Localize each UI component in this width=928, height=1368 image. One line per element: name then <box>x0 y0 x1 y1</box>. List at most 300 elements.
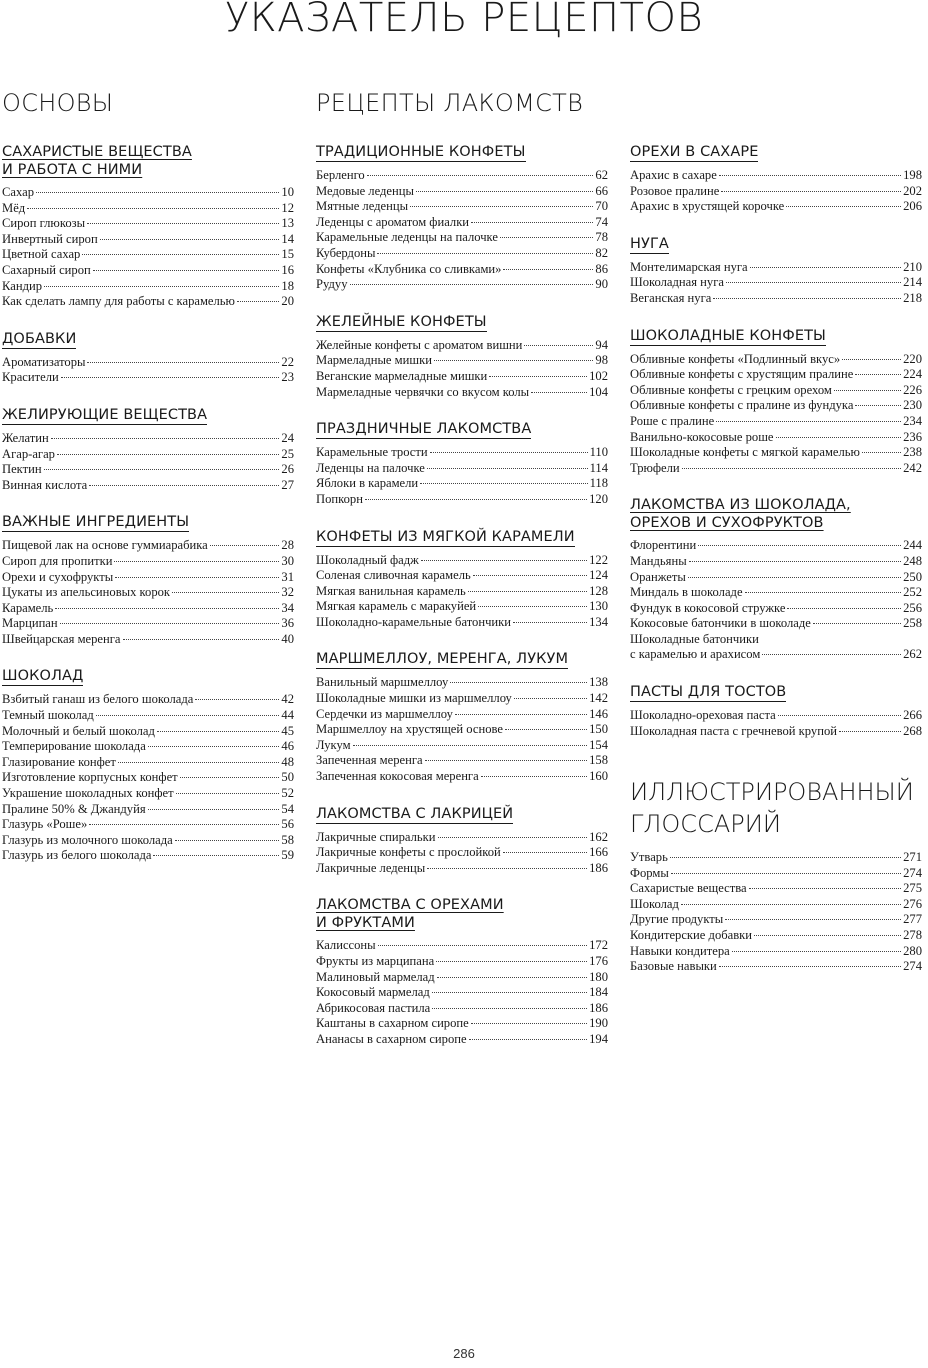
index-section <box>2 513 294 647</box>
dot-leader <box>432 1008 587 1009</box>
dot-leader <box>36 192 279 193</box>
entry-page-number: 14 <box>281 231 294 246</box>
entry-title: Ванильно-кокосовые роше <box>630 429 774 444</box>
dot-leader <box>437 977 587 978</box>
entry-page-number: 25 <box>281 446 294 461</box>
entry-title: Орехи и сухофрукты <box>2 569 114 584</box>
entry-title: Мандьяны <box>630 553 687 568</box>
dot-leader <box>114 561 279 562</box>
dot-leader <box>432 992 587 993</box>
glossary-list <box>630 850 922 975</box>
entry-page-number: 58 <box>281 832 294 847</box>
entry-page-number: 274 <box>903 865 922 880</box>
index-entry <box>316 584 608 600</box>
dot-leader <box>353 745 588 746</box>
entry-page-number: 138 <box>589 675 608 690</box>
dot-leader <box>82 254 279 255</box>
index-entry <box>2 601 294 617</box>
entry-page-number: 44 <box>281 708 294 723</box>
entry-title: Кокосовые батончики в шоколаде <box>630 616 811 631</box>
section-heading <box>316 143 608 162</box>
dot-leader <box>87 223 279 224</box>
section-heading-line: ШОКОЛАДНЫЕ КОНФЕТЫ <box>630 327 826 344</box>
entry-page-number: 238 <box>903 445 922 460</box>
entry-title: Арахис в сахаре <box>630 168 717 182</box>
dot-leader <box>436 961 587 962</box>
index-section <box>2 330 294 386</box>
part-title-glossary <box>630 776 922 840</box>
index-section <box>630 235 922 307</box>
entry-page-number: 194 <box>589 1031 608 1046</box>
dot-leader <box>93 270 280 271</box>
index-entry <box>630 352 922 368</box>
index-section <box>316 143 608 293</box>
index-entry <box>630 944 922 960</box>
dot-leader <box>157 731 279 732</box>
dot-leader <box>237 301 279 302</box>
section-heading-line: И ФРУКТАМИ <box>316 915 415 932</box>
entry-page-number: 180 <box>589 969 608 984</box>
entry-page-number: 59 <box>281 848 294 863</box>
entry-page-number: 244 <box>903 538 922 553</box>
index-entry <box>316 492 608 508</box>
entry-title: Марципан <box>2 616 58 631</box>
index-entry <box>630 850 922 866</box>
section-heading-line: ОРЕХИ В САХАРЕ <box>630 144 759 160</box>
index-section <box>316 805 608 877</box>
dot-leader <box>100 239 280 240</box>
entry-title: Сахар <box>2 185 35 199</box>
entry-page-number: 198 <box>903 168 922 182</box>
entry-title: Кондитерские добавки <box>630 927 753 942</box>
dot-leader <box>118 762 280 763</box>
index-entry <box>316 184 608 200</box>
index-entry <box>316 215 608 231</box>
index-entry <box>316 476 608 492</box>
index-entry <box>316 954 608 970</box>
entry-title: Лукум <box>316 737 351 752</box>
entry-page-number: 226 <box>903 382 922 397</box>
entry-title: Арахис в хрустящей корочке <box>630 199 785 214</box>
index-entry <box>316 1016 608 1032</box>
index-entry <box>316 338 608 354</box>
entry-page-number: 206 <box>903 199 922 214</box>
index-entry <box>2 833 294 849</box>
section-heading-line: ЛАКОМСТВА С ОРЕХАМИ <box>316 897 504 914</box>
dot-leader <box>745 592 902 593</box>
glossary-section <box>630 776 922 975</box>
section-heading-line: КОНФЕТЫ ИЗ МЯГКОЙ КАРАМЕЛИ <box>316 528 575 545</box>
entry-title: Лакричные леденцы <box>316 860 426 875</box>
entry-title: Яблоки в карамели <box>316 476 419 491</box>
dot-leader <box>427 868 587 869</box>
index-entry <box>316 445 608 461</box>
dot-leader <box>514 698 587 699</box>
entry-title: Глазурь из молочного шоколада <box>2 832 173 847</box>
entry-page-number: 23 <box>281 370 294 385</box>
entry-title: Мёд <box>2 200 26 215</box>
entry-title: Рудуу <box>316 277 348 292</box>
entry-page-number: 130 <box>589 599 608 614</box>
dot-leader <box>60 623 280 624</box>
entry-list <box>316 168 608 293</box>
column-treats-continued <box>630 143 922 759</box>
entry-title: Цветной сахар <box>2 247 81 262</box>
entry-list <box>630 538 922 663</box>
dot-leader <box>719 966 901 967</box>
entry-page-number: 28 <box>281 538 294 553</box>
entry-page-number: 74 <box>595 214 608 229</box>
entry-page-number: 248 <box>903 553 922 568</box>
dot-leader <box>44 286 279 287</box>
index-entry <box>2 802 294 818</box>
dot-leader <box>786 206 901 207</box>
dot-leader <box>713 298 901 299</box>
entry-page-number: 274 <box>903 959 922 974</box>
glossary-title-line: ИЛЛЮСТРИРОВАННЫЙ <box>630 778 914 806</box>
entry-page-number: 124 <box>589 568 608 583</box>
entry-list <box>316 675 608 784</box>
section-heading-line: ВАЖНЫЕ ИНГРЕДИЕНТЫ <box>2 514 190 531</box>
entry-list <box>630 168 922 215</box>
index-entry <box>2 355 294 371</box>
entry-page-number: 218 <box>903 290 922 305</box>
dot-leader <box>682 468 901 469</box>
index-entry <box>316 553 608 569</box>
page-title: УКАЗАТЕЛЬ РЕЦЕПТОВ <box>224 0 704 41</box>
entry-title: Мягкая карамель с маракуйей <box>316 599 477 614</box>
section-heading-line: НУГА <box>630 235 669 252</box>
entry-list <box>630 708 922 739</box>
entry-page-number: 186 <box>589 860 608 875</box>
dot-leader <box>473 575 587 576</box>
entry-title: Украшение шоколадных конфет <box>2 786 174 801</box>
index-entry <box>316 168 608 184</box>
entry-page-number: 256 <box>903 600 922 615</box>
index-entry <box>316 277 608 293</box>
section-heading-line: ЖЕЛЕЙНЫЕ КОНФЕТЫ <box>316 313 487 330</box>
entry-page-number: 27 <box>281 477 294 492</box>
entry-title: Ананасы в сахарном сиропе <box>316 1031 467 1046</box>
entry-title: Калиссоны <box>316 938 376 953</box>
dot-leader <box>778 715 901 716</box>
section-heading-line: И РАБОТА С НИМИ <box>2 162 143 178</box>
index-entry <box>630 585 922 601</box>
index-entry <box>316 753 608 769</box>
dot-leader <box>776 437 902 438</box>
entry-page-number: 26 <box>281 462 294 477</box>
dot-leader <box>855 374 901 375</box>
entry-page-number: 104 <box>589 384 608 399</box>
page-number: 286 <box>453 1346 475 1361</box>
index-entry <box>2 538 294 554</box>
entry-page-number: 118 <box>589 476 608 491</box>
entry-title: Агар-агар <box>2 446 55 461</box>
dot-leader <box>176 793 280 794</box>
entry-list <box>316 830 608 877</box>
entry-title: Маршмеллоу на хрустящей основе <box>316 722 503 737</box>
column-treats <box>316 143 608 1068</box>
index-entry <box>2 708 294 724</box>
index-entry <box>2 570 294 586</box>
dot-leader <box>531 392 587 393</box>
dot-leader <box>503 269 593 270</box>
dot-leader <box>513 622 587 623</box>
dot-leader <box>55 608 279 609</box>
entry-page-number: 102 <box>589 368 608 383</box>
entry-title: Мягкая ванильная карамель <box>316 583 466 598</box>
entry-page-number: 266 <box>903 708 922 723</box>
entry-title: Навыки кондитера <box>630 943 730 958</box>
index-entry <box>316 615 608 631</box>
entry-title: Кандир <box>2 278 43 293</box>
entry-page-number: 276 <box>903 896 922 911</box>
entry-title: Миндаль в шоколаде <box>630 585 743 600</box>
dot-leader <box>430 452 588 453</box>
section-heading <box>630 683 922 702</box>
index-entry <box>630 430 922 446</box>
entry-page-number: 42 <box>281 692 294 707</box>
entry-page-number: 236 <box>903 429 922 444</box>
entry-title: Желейные конфеты с ароматом вишни <box>316 337 523 352</box>
index-section <box>630 143 922 215</box>
dot-leader <box>421 560 587 561</box>
entry-page-number: 184 <box>589 985 608 1000</box>
index-entry <box>316 599 608 615</box>
entry-page-number: 32 <box>281 585 294 600</box>
entry-page-number: 12 <box>281 200 294 215</box>
dot-leader <box>455 714 587 715</box>
entry-page-number: 262 <box>903 647 922 662</box>
entry-page-number: 114 <box>589 460 608 475</box>
entry-title: Швейцарская меренга <box>2 631 121 646</box>
entry-page-number: 278 <box>903 927 922 942</box>
dot-leader <box>503 852 587 853</box>
index-entry <box>2 739 294 755</box>
entry-page-number: 86 <box>595 261 608 276</box>
entry-title: Обливные конфеты «Подлинный вкус» <box>630 351 841 366</box>
entry-title: Запеченная меренга <box>316 753 423 768</box>
entry-title: Абрикосовая пастила <box>316 1000 431 1015</box>
section-heading <box>630 143 922 162</box>
entry-title: Шоколадно-карамельные батончики <box>316 614 512 629</box>
dot-leader <box>416 191 593 192</box>
dot-leader <box>688 577 901 578</box>
entry-page-number: 134 <box>589 614 608 629</box>
index-entry <box>2 370 294 386</box>
entry-page-number: 24 <box>281 430 294 445</box>
index-section <box>630 327 922 477</box>
entry-page-number: 20 <box>281 294 294 309</box>
section-heading-line: МАРШМЕЛЛОУ, МЕРЕНГА, ЛУКУМ <box>316 651 569 668</box>
entry-title: Сердечки из маршмеллоу <box>316 706 453 721</box>
dot-leader <box>732 951 901 952</box>
entry-page-number: 280 <box>903 943 922 958</box>
index-entry <box>316 707 608 723</box>
index-entry <box>316 738 608 754</box>
index-entry <box>2 770 294 786</box>
dot-leader <box>44 469 280 470</box>
part-title-treats: РЕЦЕПТЫ ЛАКОМСТВ <box>316 89 584 117</box>
index-entry <box>316 970 608 986</box>
entry-title: Пищевой лак на основе гуммиарабика <box>2 538 208 553</box>
index-entry <box>2 247 294 263</box>
entry-title: Каштаны в сахарном сиропе <box>316 1016 469 1031</box>
column-basics <box>2 143 294 884</box>
section-heading <box>2 143 294 179</box>
index-entry <box>316 369 608 385</box>
entry-title: Сироп для пропитки <box>2 553 113 568</box>
dot-leader <box>89 485 279 486</box>
index-entry <box>630 881 922 897</box>
index-section <box>630 683 922 739</box>
index-entry <box>316 568 608 584</box>
entry-page-number: 252 <box>903 585 922 600</box>
dot-leader <box>834 390 901 391</box>
dot-leader <box>175 840 280 841</box>
entry-title: Темперирование шоколада <box>2 739 146 754</box>
dot-leader <box>180 777 280 778</box>
index-entry <box>316 675 608 691</box>
index-entry <box>630 445 922 461</box>
entry-page-number: 46 <box>281 739 294 754</box>
entry-list <box>316 553 608 631</box>
entry-title: Изготовление корпусных конфет <box>2 770 178 785</box>
index-entry <box>2 294 294 310</box>
index-entry <box>2 478 294 494</box>
entry-title: Карамельные трости <box>316 445 428 460</box>
entry-title: Мармеладные червячки со вкусом колы <box>316 384 530 399</box>
entry-title: Попкорн <box>316 491 363 506</box>
entry-page-number: 52 <box>281 786 294 801</box>
entry-page-number: 258 <box>903 616 922 631</box>
dot-leader <box>813 623 901 624</box>
section-heading-line: ШОКОЛАД <box>2 668 84 685</box>
dot-leader <box>377 253 593 254</box>
index-entry <box>630 184 922 200</box>
entry-page-number: 224 <box>903 367 922 382</box>
index-section <box>2 406 294 493</box>
dot-leader <box>365 499 587 500</box>
index-entry <box>2 201 294 217</box>
entry-title: Веганская нуга <box>630 290 712 305</box>
entry-title: Обливные конфеты с пралине из фундука <box>630 398 854 413</box>
entry-title: Взбитый ганаш из белого шоколада <box>2 692 194 707</box>
entry-title: Другие продукты <box>630 912 724 927</box>
index-entry <box>630 199 922 215</box>
dot-leader <box>862 452 901 453</box>
entry-list <box>2 185 294 310</box>
dot-leader <box>750 267 901 268</box>
dot-leader <box>123 639 280 640</box>
index-section <box>316 896 608 1047</box>
entry-page-number: 190 <box>589 1016 608 1031</box>
dot-leader <box>726 282 901 283</box>
entry-title: Обливные конфеты с грецким орехом <box>630 382 832 397</box>
index-entry <box>316 845 608 861</box>
index-entry <box>630 632 922 663</box>
entry-page-number: 250 <box>903 569 922 584</box>
entry-page-number: 166 <box>589 845 608 860</box>
part-title-basics: ОСНОВЫ <box>2 89 114 117</box>
entry-title: Винная кислота <box>2 477 88 492</box>
entry-page-number: 214 <box>903 275 922 290</box>
index-entry <box>630 897 922 913</box>
dot-leader <box>367 175 594 176</box>
entry-page-number: 22 <box>281 354 294 369</box>
entry-list <box>316 445 608 507</box>
entry-page-number: 146 <box>589 706 608 721</box>
entry-title: Красители <box>2 370 59 385</box>
entry-list <box>2 692 294 864</box>
entry-page-number: 15 <box>281 247 294 262</box>
entry-title: Трюфели <box>630 460 680 475</box>
entry-title: Лакричные конфеты с прослойкой <box>316 845 501 860</box>
entry-title: Молочный и белый шоколад <box>2 723 155 738</box>
index-entry <box>630 291 922 307</box>
dot-leader <box>51 438 280 439</box>
entry-title: Ванильный маршмеллоу <box>316 675 449 690</box>
dot-leader <box>489 376 587 377</box>
dot-leader <box>115 577 279 578</box>
index-section <box>2 667 294 864</box>
entry-page-number: 82 <box>595 245 608 260</box>
entry-page-number: 142 <box>589 691 608 706</box>
entry-page-number: 277 <box>903 912 922 927</box>
dot-leader <box>842 359 901 360</box>
entry-page-number: 110 <box>589 445 608 460</box>
entry-title: Мятные леденцы <box>316 199 409 214</box>
entry-title: Шоколадные мишки из маршмеллоу <box>316 691 512 706</box>
glossary-title-line: ГЛОССАРИЙ <box>630 810 781 838</box>
dot-leader <box>478 606 587 607</box>
dot-leader <box>500 237 593 238</box>
dot-leader <box>425 760 587 761</box>
index-section <box>630 496 922 663</box>
entry-title: Запеченная кокосовая меренга <box>316 769 479 784</box>
entry-title: Леденцы на палочке <box>316 460 425 475</box>
entry-page-number: 16 <box>281 262 294 277</box>
dot-leader <box>172 592 279 593</box>
index-entry <box>2 554 294 570</box>
dot-leader <box>754 935 901 936</box>
section-heading-line: ОРЕХОВ И СУХОФРУКТОВ <box>630 515 824 532</box>
entry-page-number: 31 <box>281 569 294 584</box>
dot-leader <box>420 483 587 484</box>
dot-leader <box>762 654 901 655</box>
entry-title: Веганские мармеладные мишки <box>316 368 488 383</box>
section-heading-line: ДОБАВКИ <box>2 330 77 347</box>
dot-leader <box>839 731 901 732</box>
entry-list <box>630 260 922 307</box>
entry-page-number: 162 <box>589 829 608 844</box>
index-entry <box>630 959 922 975</box>
entry-title: Соленая сливочная карамель <box>316 568 471 583</box>
index-entry <box>316 230 608 246</box>
dot-leader <box>855 405 901 406</box>
dot-leader <box>427 468 588 469</box>
dot-leader <box>57 454 279 455</box>
entry-title: Фрукты из марципана <box>316 954 435 968</box>
entry-page-number: 10 <box>281 185 294 199</box>
dot-leader <box>524 345 593 346</box>
dot-leader <box>89 824 279 825</box>
entry-page-number: 176 <box>589 954 608 968</box>
index-entry <box>2 786 294 802</box>
dot-leader <box>148 746 280 747</box>
entry-page-number: 50 <box>281 770 294 785</box>
entry-page-number: 268 <box>903 723 922 738</box>
